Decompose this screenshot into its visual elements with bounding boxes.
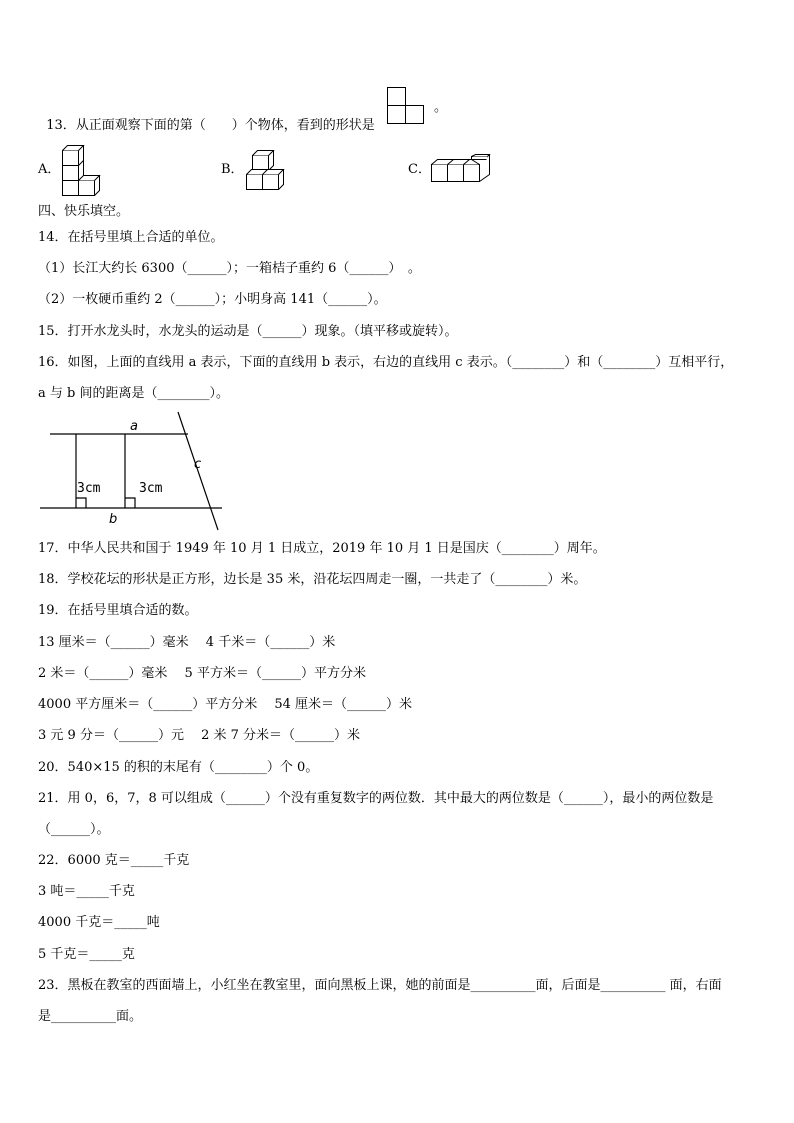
q20-text: 20．540×15 的积的末尾有（________）个 0。 (38, 760, 319, 775)
q17-text: 17．中华人民共和国于 1949 年 10 月 1 日成立，2019 年 10 月 1 日是国庆（________）周年。 (38, 541, 606, 556)
q19-row4: 3 元 9 分＝（______）元 2 米 7 分米＝（______）米 (38, 728, 361, 743)
distance-label-right: 3cm (139, 481, 163, 496)
q22-row4: 5 千克＝_____克 (38, 947, 135, 962)
distance-label-left: 3cm (77, 481, 101, 496)
q13-end: 。 (434, 100, 448, 115)
q13-option-b-label: B． (221, 162, 244, 177)
option-a-cube-figure (60, 144, 102, 196)
q14-line1: （1）长江大约长 6300（______）；一箱桔子重约 6（______） 。 (38, 261, 421, 276)
q23-line1: 23．黑板在教室的西面墙上，小红坐在教室里，面向黑板上课，她的前面是__________面，后面是__________ 面，右面 (38, 978, 722, 993)
q14-title: 14．在括号里填上合适的单位。 (38, 230, 224, 245)
label-b: b (109, 512, 118, 527)
q13-text: 13．从正面观察下面的第（ ）个物体，看到的形状是 (46, 118, 375, 133)
q19-row2: 2 米＝（______）毫米 5 平方米＝（______）平方分米 (38, 666, 366, 681)
q16-line1: 16．如图，上面的直线用 a 表示，下面的直线用 b 表示，右边的直线用 c 表示。（________）和（________）互相平行， (38, 355, 734, 370)
q16-parallel-lines-figure (38, 410, 228, 532)
q19-row3: 4000 平方厘米＝（______）平方分米 54 厘米＝（______）米 (38, 697, 413, 712)
label-a: a (130, 419, 138, 434)
q16-line2: a 与 b 间的距离是（________）。 (38, 386, 229, 401)
q23-line2: 是__________面。 (38, 1009, 143, 1024)
section-four-heading: 四、快乐填空。 (38, 204, 130, 219)
q19-row1: 13 厘米＝（______）毫米 4 千米＝（______）米 (38, 635, 336, 650)
q22-row3: 4000 千克＝_____吨 (38, 915, 160, 930)
q22-row2: 3 吨＝_____千克 (38, 884, 135, 899)
q13-option-a-label: A． (38, 162, 61, 177)
q19-title: 19．在括号里填合适的数。 (38, 603, 198, 618)
q21-line2: （______）。 (38, 822, 110, 837)
option-b-cube-figure (244, 148, 292, 190)
label-c: c (194, 457, 202, 472)
q13-option-c-label: C． (408, 162, 431, 177)
q14-line2: （2）一枚硬币重约 2（______）；小明身高 141（______）。 (38, 292, 387, 307)
q13-front-view-shape (385, 86, 427, 126)
q22-row1: 22．6000 克＝_____千克 (38, 853, 190, 868)
q21-line1: 21．用 0，6，7，8 可以组成（______）个没有重复数字的两位数．其中最大的两位数是（______），最小的两位数是 (38, 791, 714, 806)
q15-text: 15．打开水龙头时，水龙头的运动是（______）现象。（填平移或旋转）。 (38, 324, 458, 339)
option-c-cube-figure (430, 154, 492, 184)
q18-text: 18．学校花坛的形状是正方形，边长是 35 米，沿花坛四周走一圈，一共走了（________）米。 (38, 572, 587, 587)
q13-prompt (38, 99, 375, 135)
